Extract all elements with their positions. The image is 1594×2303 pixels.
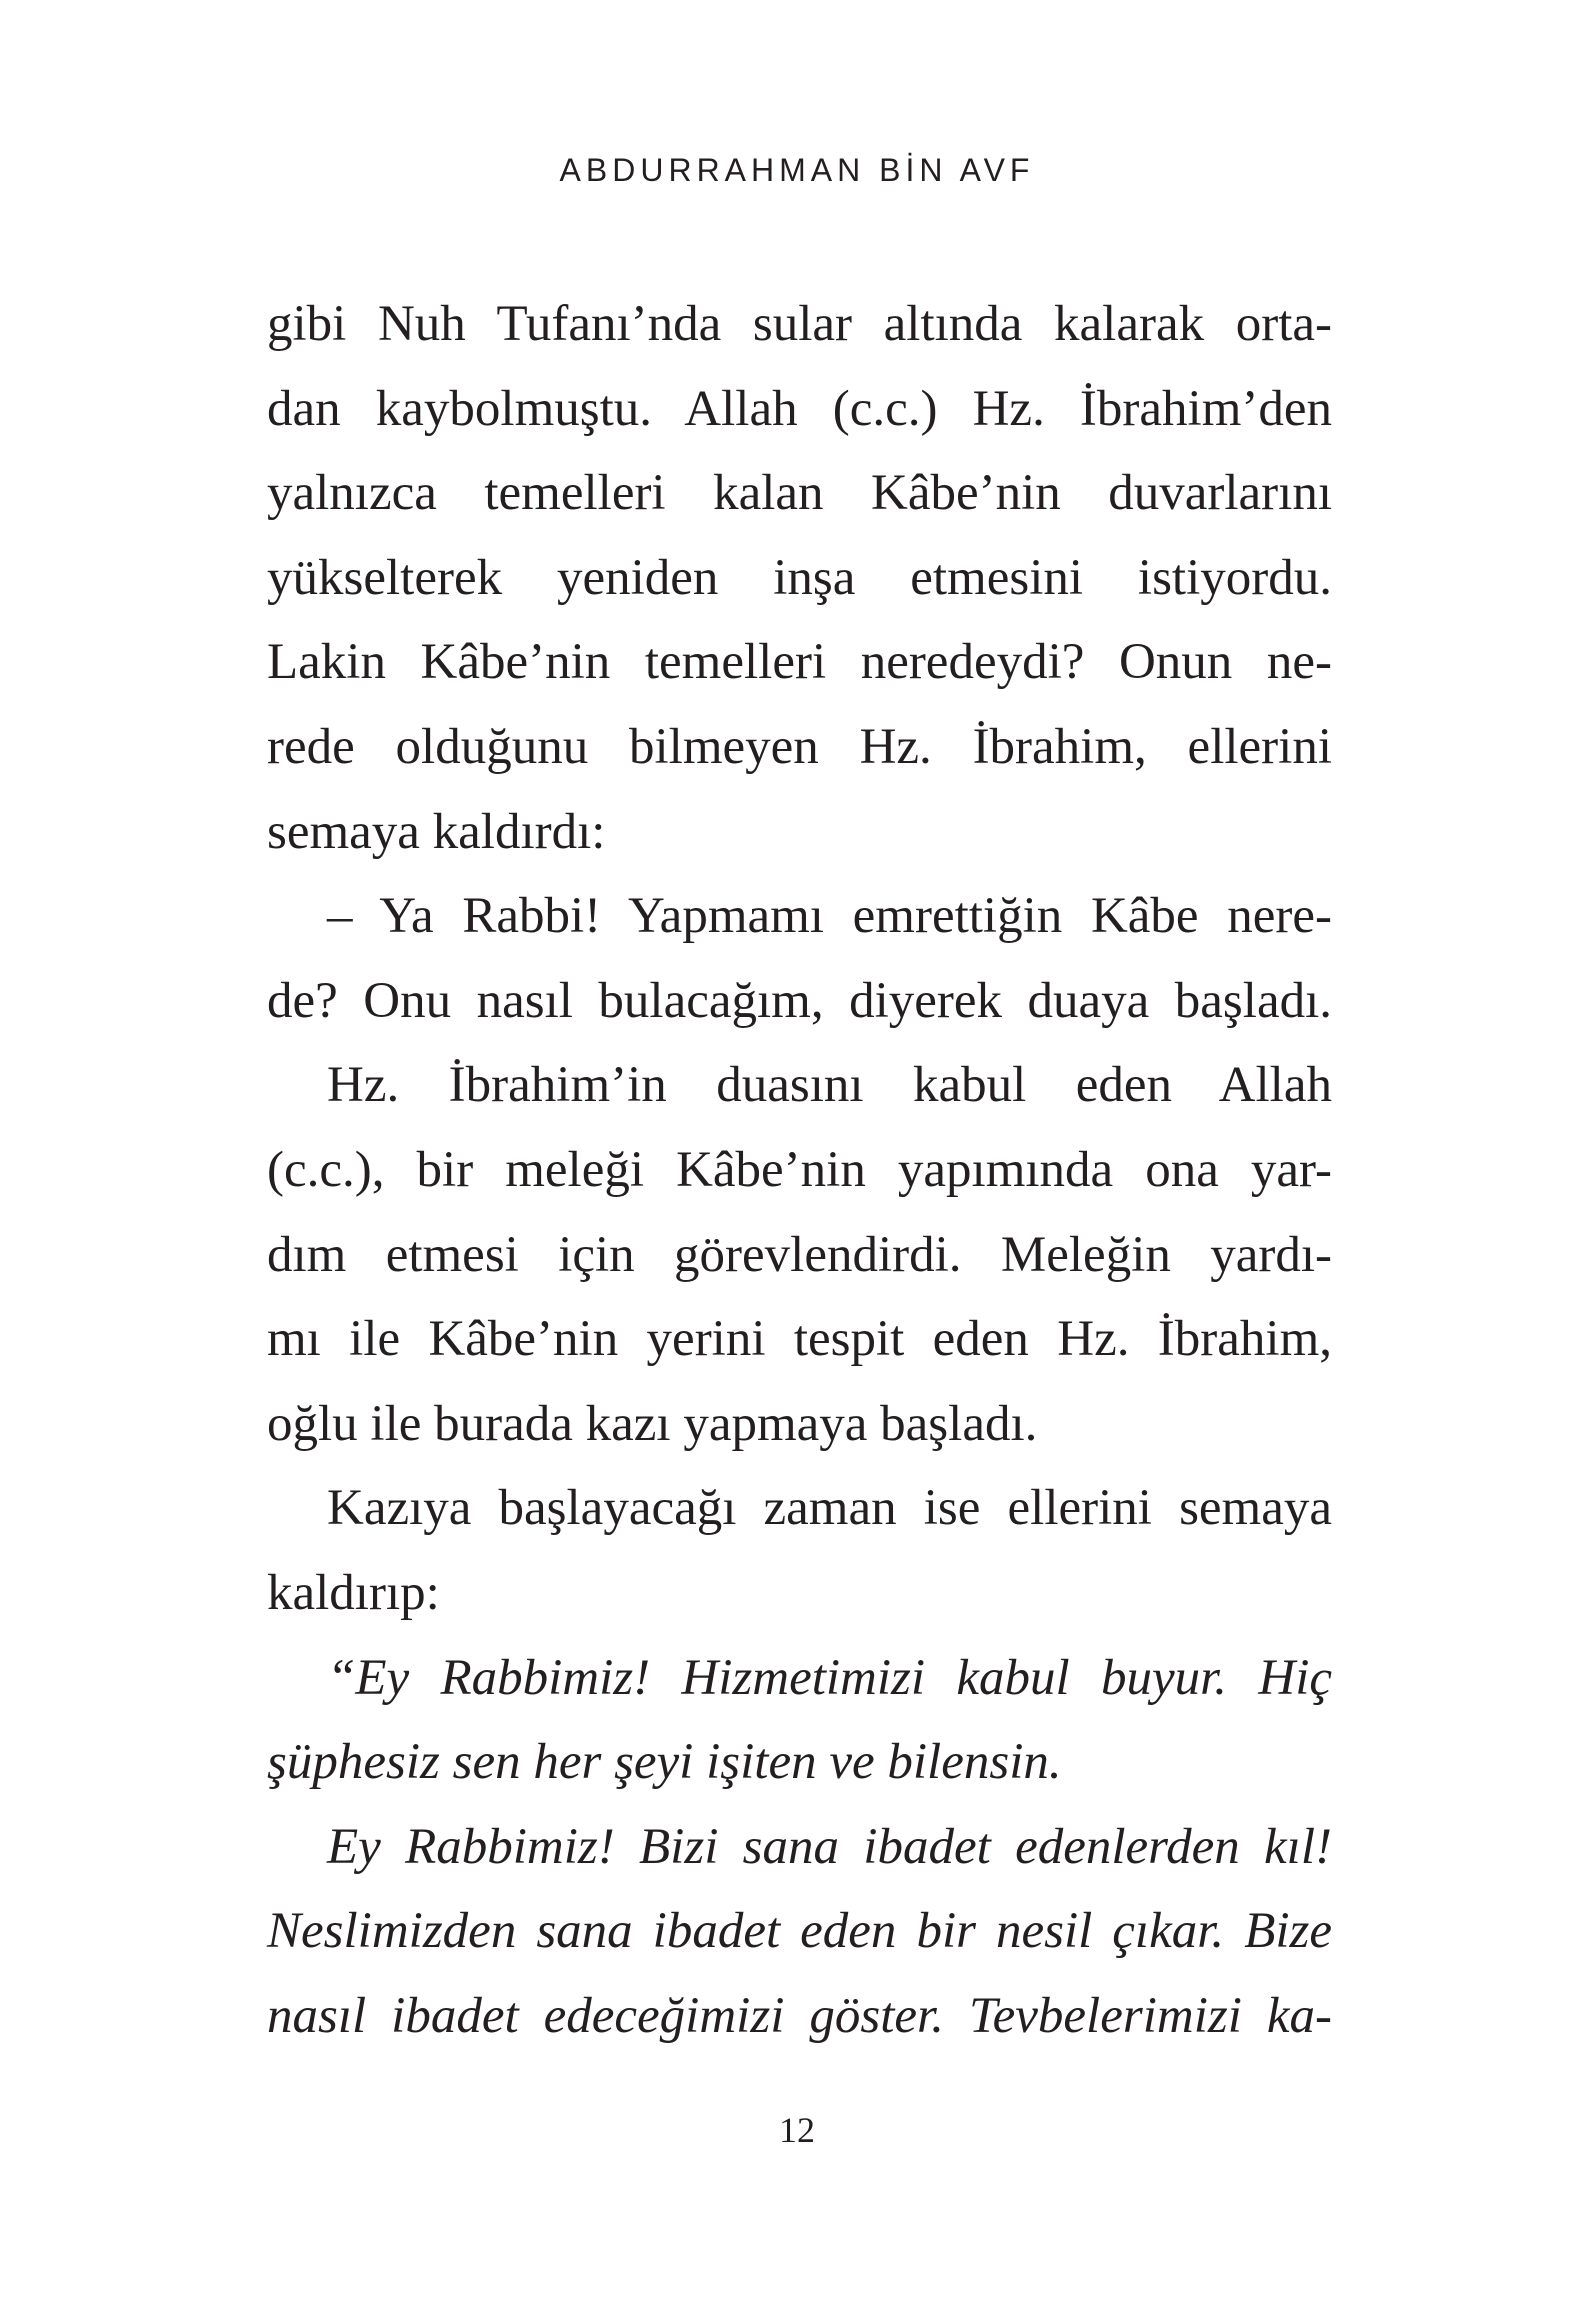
text-line: kaldırıp: bbox=[267, 1564, 440, 1621]
text-line: dım etmesi için görevlendirdi. Meleğin yardı- bbox=[267, 1226, 1332, 1283]
text-line: nasıl ibadet edeceğimizi göster. Tevbelerimizi ka- bbox=[267, 1987, 1332, 2044]
text-line: rede olduğunu bilmeyen Hz. İbrahim, ellerini bbox=[267, 718, 1332, 775]
running-header: ABDURRAHMAN BİN AVF bbox=[559, 152, 1035, 188]
text-line: Lakin Kâbe’nin temelleri neredeydi? Onun ne- bbox=[267, 634, 1332, 691]
text-line: Hz. İbrahim’in duasını kabul eden Allah bbox=[327, 1057, 1332, 1114]
text-line: yalnızca temelleri kalan Kâbe’nin duvarlarını bbox=[267, 465, 1332, 522]
text-line: semaya kaldırdı: bbox=[267, 803, 606, 860]
text-line: oğlu ile burada kazı yapmaya başladı. bbox=[267, 1395, 1038, 1452]
page-number: 12 bbox=[779, 2110, 815, 2150]
text-line: de? Onu nasıl bulacağım, diyerek duaya başladı. bbox=[267, 972, 1332, 1029]
body-text bbox=[267, 282, 1332, 2058]
text-line: “Ey Rabbimiz! Hizmetimizi kabul buyur. Hiç bbox=[327, 1649, 1332, 1706]
text-line: yükselterek yeniden inşa etmesini istiyordu. bbox=[267, 549, 1332, 606]
text-line: (c.c.), bir meleği Kâbe’nin yapımında ona yar- bbox=[267, 1141, 1332, 1198]
text-line: şüphesiz sen her şeyi işiten ve bilensin. bbox=[267, 1734, 1062, 1791]
text-line: Neslimizden sana ibadet eden bir nesil çıkar. Bize bbox=[267, 1903, 1332, 1960]
text-line: mı ile Kâbe’nin yerini tespit eden Hz. İbrahim, bbox=[267, 1311, 1332, 1368]
text-line: gibi Nuh Tufanı’nda sular altında kalarak orta- bbox=[267, 296, 1332, 352]
text-line: Ey Rabbimiz! Bizi sana ibadet edenlerden kıl! bbox=[327, 1818, 1332, 1875]
text-line: – Ya Rabbi! Yapmamı emrettiğin Kâbe nere- bbox=[327, 888, 1332, 945]
text-line: dan kaybolmuştu. Allah (c.c.) Hz. İbrahim’den bbox=[267, 380, 1332, 437]
text-line: Kazıya başlayacağı zaman ise ellerini semaya bbox=[327, 1480, 1332, 1537]
